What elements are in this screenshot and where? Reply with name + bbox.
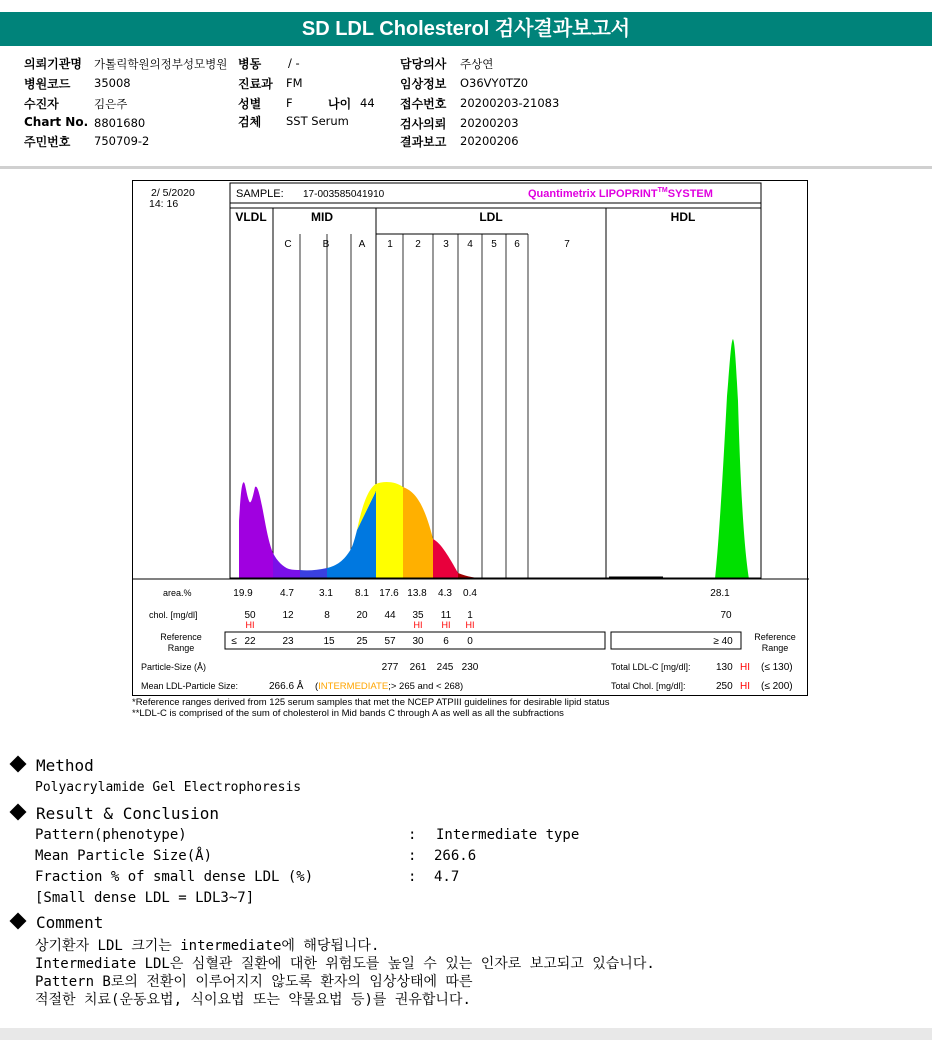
peak-ldl2 bbox=[403, 487, 433, 579]
total-ldl-flag: HI bbox=[740, 662, 750, 673]
info-label: 접수번호 bbox=[400, 97, 447, 111]
footnote: *Reference ranges derived from 125 serum samples that met the NCEP ATPIII guidelines for desirable lipid status bbox=[132, 697, 610, 708]
result-sep: : bbox=[408, 869, 417, 885]
info-label: 나이 bbox=[328, 97, 352, 111]
result-value: Intermediate type bbox=[436, 827, 580, 843]
peak-mid-c bbox=[273, 553, 300, 579]
chol-flag: HI bbox=[465, 620, 475, 630]
row-label-mean: Mean LDL-Particle Size: bbox=[141, 681, 239, 691]
result-label: Pattern(phenotype) bbox=[35, 827, 187, 843]
result-value: 266.6 bbox=[434, 848, 477, 864]
group-vldl: VLDL bbox=[235, 210, 267, 224]
sample-label: SAMPLE: bbox=[236, 188, 284, 200]
patient-info-panel bbox=[0, 52, 932, 169]
band-label: 3 bbox=[443, 239, 449, 250]
info-label: 진료과 bbox=[238, 77, 273, 91]
sample-id: 17-003585041910 bbox=[303, 189, 385, 200]
total-chol-label: Total Chol. [mg/dl]: bbox=[611, 681, 686, 691]
report-time: 14: 16 bbox=[149, 198, 179, 210]
ref-value: 22 bbox=[244, 636, 256, 647]
chol-flag: HI bbox=[413, 620, 423, 630]
group-hdl: HDL bbox=[670, 210, 696, 224]
info-label: 임상정보 bbox=[400, 77, 447, 91]
band-label: 5 bbox=[491, 239, 497, 250]
psize-value: 261 bbox=[409, 662, 427, 673]
footnote: **LDL-C is comprised of the sum of cholesterol in Mid bands C through A as well as all the subfractions bbox=[132, 708, 564, 719]
chol-value: 35 bbox=[412, 610, 424, 621]
ref-right-label: Reference Range bbox=[754, 632, 796, 653]
area-value: 8.1 bbox=[355, 588, 369, 599]
result-value: 4.7 bbox=[434, 869, 460, 885]
total-chol-value: 250 bbox=[716, 681, 733, 692]
info-value: 가톨릭학원의정부성모병원 bbox=[94, 57, 228, 71]
comment-heading: Comment bbox=[10, 913, 103, 932]
area-value: 17.6 bbox=[379, 588, 399, 599]
diamond-bullet-icon bbox=[10, 804, 27, 821]
info-value: 20200206 bbox=[460, 134, 519, 148]
method-text: Polyacrylamide Gel Electrophoresis bbox=[35, 780, 302, 795]
report-title: SD LDL Cholesterol 검사결과보고서 bbox=[0, 12, 932, 46]
ref-value: 0 bbox=[467, 636, 473, 647]
band-label: 2 bbox=[415, 239, 421, 250]
info-label: 검체 bbox=[238, 115, 262, 129]
info-label: 결과보고 bbox=[400, 135, 447, 149]
chol-value: 50 bbox=[244, 610, 256, 621]
ref-value: 30 bbox=[412, 636, 424, 647]
area-value: 13.8 bbox=[407, 588, 427, 599]
area-value: 4.7 bbox=[280, 588, 294, 599]
result-heading: Result & Conclusion bbox=[10, 804, 219, 823]
info-label: 성별 bbox=[238, 97, 262, 111]
info-value: 주상연 bbox=[460, 57, 494, 71]
result-label: Fraction % of small dense LDL (%) bbox=[35, 869, 314, 885]
chol-flag: HI bbox=[441, 620, 451, 630]
band-label: B bbox=[322, 239, 330, 250]
info-label: 주민번호 bbox=[24, 135, 71, 149]
band-label: 1 bbox=[387, 239, 393, 250]
info-value: 8801680 bbox=[94, 116, 146, 130]
info-label: 의뢰기관명 bbox=[24, 57, 82, 71]
total-chol-flag: HI bbox=[740, 681, 750, 692]
psize-value: 245 bbox=[436, 662, 454, 673]
chol-value: 1 bbox=[467, 610, 473, 621]
mean-range: (INTERMEDIATE;> 265 and < 268) bbox=[315, 681, 464, 692]
band-label: 6 bbox=[514, 239, 520, 250]
report-date: 2/ 5/2020 bbox=[151, 187, 195, 199]
chol-flag: HI bbox=[245, 620, 255, 630]
info-value: 김은주 bbox=[94, 97, 128, 111]
chol-value: 20 bbox=[356, 610, 368, 621]
method-heading: Method bbox=[10, 756, 94, 775]
ref-value: 15 bbox=[323, 636, 335, 647]
peak-vldl bbox=[239, 482, 273, 579]
result-label: Mean Particle Size(Å) bbox=[35, 848, 213, 864]
total-chol-ref: (≤ 200) bbox=[761, 681, 793, 692]
psize-value: 230 bbox=[461, 662, 479, 673]
band-label: 7 bbox=[564, 239, 570, 250]
comment-line: Pattern B로의 전환이 이루어지지 않도록 환자의 임상상태에 따른 bbox=[35, 974, 473, 990]
ref-value: 23 bbox=[282, 636, 294, 647]
info-value: 44 bbox=[360, 96, 375, 110]
info-value: F bbox=[286, 96, 293, 110]
chol-value: 8 bbox=[324, 610, 330, 621]
band-label: C bbox=[284, 239, 292, 250]
band-label: A bbox=[358, 239, 366, 250]
comment-line: 적절한 치료(운동요법, 식이요법 또는 약물요법 등)를 권유합니다. bbox=[35, 992, 471, 1008]
ref-value: 57 bbox=[384, 636, 396, 647]
electrophoresis-chart bbox=[133, 181, 809, 697]
diamond-bullet-icon bbox=[10, 756, 27, 773]
psize-value: 277 bbox=[381, 662, 399, 673]
info-label: 병동 bbox=[238, 57, 262, 71]
lipoprint-report bbox=[132, 180, 808, 696]
area-value: 0.4 bbox=[463, 588, 477, 599]
total-ldl-label: Total LDL-C [mg/dl]: bbox=[611, 662, 691, 672]
info-label: 담당의사 bbox=[400, 57, 447, 71]
ref-value-hdl: ≥ 40 bbox=[713, 636, 733, 647]
system-name: Quantimetrix LIPOPRINT™SYSTEM bbox=[528, 187, 713, 200]
ref-value: 25 bbox=[356, 636, 368, 647]
info-value: 750709-2 bbox=[94, 134, 150, 148]
area-value-hdl: 28.1 bbox=[710, 588, 730, 599]
row-label-psize: Particle-Size (Å) bbox=[141, 662, 207, 672]
chol-value-hdl: 70 bbox=[720, 610, 732, 621]
row-label-area: area.% bbox=[163, 588, 192, 598]
chol-value: 44 bbox=[384, 610, 396, 621]
info-value: 35008 bbox=[94, 76, 131, 90]
info-value: 20200203 bbox=[460, 116, 519, 130]
area-value: 4.3 bbox=[438, 588, 452, 599]
mean-value: 266.6 Å bbox=[269, 681, 304, 692]
ref-value: 6 bbox=[443, 636, 449, 647]
diamond-bullet-icon bbox=[10, 913, 27, 930]
peak-mid-b bbox=[300, 568, 327, 579]
band-label: 4 bbox=[467, 239, 473, 250]
group-mid: MID bbox=[311, 210, 333, 224]
info-value: FM bbox=[286, 76, 303, 90]
info-label: 병원코드 bbox=[24, 77, 71, 91]
area-value: 19.9 bbox=[233, 588, 253, 599]
row-label-chol: chol. [mg/dl] bbox=[149, 610, 198, 620]
peak-ldl3 bbox=[433, 539, 458, 579]
info-value: / - bbox=[288, 56, 300, 70]
comment-line: Intermediate LDL은 심혈관 질환에 대한 위험도를 높일 수 있는 인자로 보고되고 있습니다. bbox=[35, 956, 655, 972]
comment-line: 상기환자 LDL 크기는 intermediate에 해당됩니다. bbox=[35, 938, 380, 954]
info-label: 수진자 bbox=[24, 97, 59, 111]
peak-hdl bbox=[715, 339, 749, 579]
info-value: 20200203-21083 bbox=[460, 96, 560, 110]
chol-value: 11 bbox=[440, 610, 452, 621]
info-value: O36VY0TZ0 bbox=[460, 76, 529, 90]
chol-value: 12 bbox=[282, 610, 294, 621]
ref-prefix: ≤ bbox=[231, 636, 237, 647]
area-value: 3.1 bbox=[319, 588, 333, 599]
result-note: [Small dense LDL = LDL3~7] bbox=[35, 890, 255, 906]
total-ldl-ref: (≤ 130) bbox=[761, 662, 793, 673]
group-ldl: LDL bbox=[479, 210, 503, 224]
result-sep: : bbox=[408, 827, 417, 843]
result-sep: : bbox=[408, 848, 417, 864]
info-label: Chart No. bbox=[24, 115, 89, 129]
info-value: SST Serum bbox=[286, 114, 349, 128]
row-label-ref: Reference Range bbox=[160, 632, 202, 653]
footer-bar bbox=[0, 1028, 932, 1040]
total-ldl-value: 130 bbox=[716, 662, 733, 673]
info-label: 검사의뢰 bbox=[400, 117, 447, 131]
